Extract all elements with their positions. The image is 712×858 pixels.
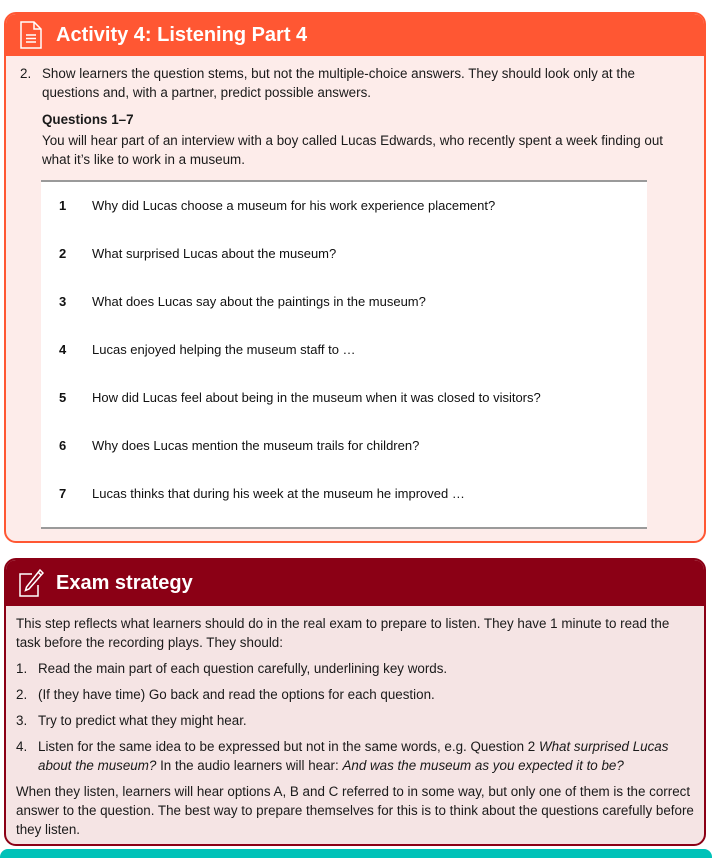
question-number: 1 xyxy=(59,198,67,213)
question-row xyxy=(59,342,356,357)
question-row xyxy=(59,390,541,405)
exam-title: Exam strategy xyxy=(56,571,193,594)
question-text: What does Lucas say about the paintings in the museum? xyxy=(92,294,426,309)
question-number: 2 xyxy=(59,246,67,261)
question-text: What surprised Lucas about the museum? xyxy=(92,246,337,261)
step-number: 2. xyxy=(20,66,32,81)
questions-box xyxy=(41,180,647,529)
footer-strip xyxy=(0,849,712,858)
questions-heading: Questions 1–7 xyxy=(42,112,134,127)
exam-header xyxy=(6,560,704,606)
step-text: Read the main part of each question carefully, underlining key words. xyxy=(38,661,448,676)
question-number: 3 xyxy=(59,294,67,309)
activity-panel xyxy=(4,12,706,543)
step-quote: And was the museum as you expected it to be? xyxy=(342,758,624,773)
question-text: Lucas thinks that during his week at the museum he improved … xyxy=(92,486,465,501)
question-text: Why does Lucas mention the museum trails for children? xyxy=(92,438,420,453)
question-row xyxy=(59,198,495,213)
step-number: 1. xyxy=(16,661,28,676)
step-text-part: In the audio learners will hear: xyxy=(156,758,343,773)
exam-closing: When they listen, learners will hear options A, B and C referred to in some way, but only one of them is the correct answer to the question. The best way to prepare themselves for this is to think about the questions carefully before they listen. xyxy=(16,784,694,837)
step-number: 3. xyxy=(16,713,28,728)
activity-title: Activity 4: Listening Part 4 xyxy=(56,23,308,46)
exam-step xyxy=(16,685,694,704)
exam-step xyxy=(16,659,694,678)
question-number: 5 xyxy=(59,390,67,405)
question-number: 7 xyxy=(59,486,67,501)
question-row xyxy=(59,438,419,453)
activity-step xyxy=(20,64,690,102)
step-text: Try to predict what they might hear. xyxy=(38,713,247,728)
step-text: (If they have time) Go back and read the options for each question. xyxy=(38,687,435,702)
question-row xyxy=(59,486,465,501)
question-number: 6 xyxy=(59,438,67,453)
document-icon xyxy=(18,20,44,50)
question-row xyxy=(59,294,426,309)
step-number: 2. xyxy=(16,687,28,702)
step-text: Show learners the question stems, but not the multiple-choice answers. They should look only at the questions and, with a partner, predict possible answers. xyxy=(42,66,635,100)
activity-header xyxy=(6,14,704,56)
step-quote: What surprised Lucas about the museum? xyxy=(38,739,669,773)
exam-strategy-panel xyxy=(4,558,706,846)
exam-step xyxy=(16,737,694,775)
question-text: Why did Lucas choose a museum for his work experience placement? xyxy=(92,198,496,213)
exam-intro: This step reflects what learners should do in the real exam to prepare to listen. They have 1 minute to read the task before the recording plays. They should: xyxy=(16,616,670,650)
step-text xyxy=(38,737,694,775)
question-row xyxy=(59,246,336,261)
exam-step xyxy=(16,711,694,730)
edit-pencil-icon xyxy=(18,568,44,598)
question-text: Lucas enjoyed helping the museum staff to … xyxy=(92,342,356,357)
step-text-part: Listen for the same idea to be expressed but not in the same words, e.g. Question 2 xyxy=(38,739,539,754)
question-number: 4 xyxy=(59,342,67,357)
step-number: 4. xyxy=(16,739,28,754)
questions-intro: You will hear part of an interview with a boy called Lucas Edwards, who recently spent a week finding out what it’s like to work in a museum. xyxy=(42,133,664,167)
question-text: How did Lucas feel about being in the museum when it was closed to visitors? xyxy=(92,390,541,405)
